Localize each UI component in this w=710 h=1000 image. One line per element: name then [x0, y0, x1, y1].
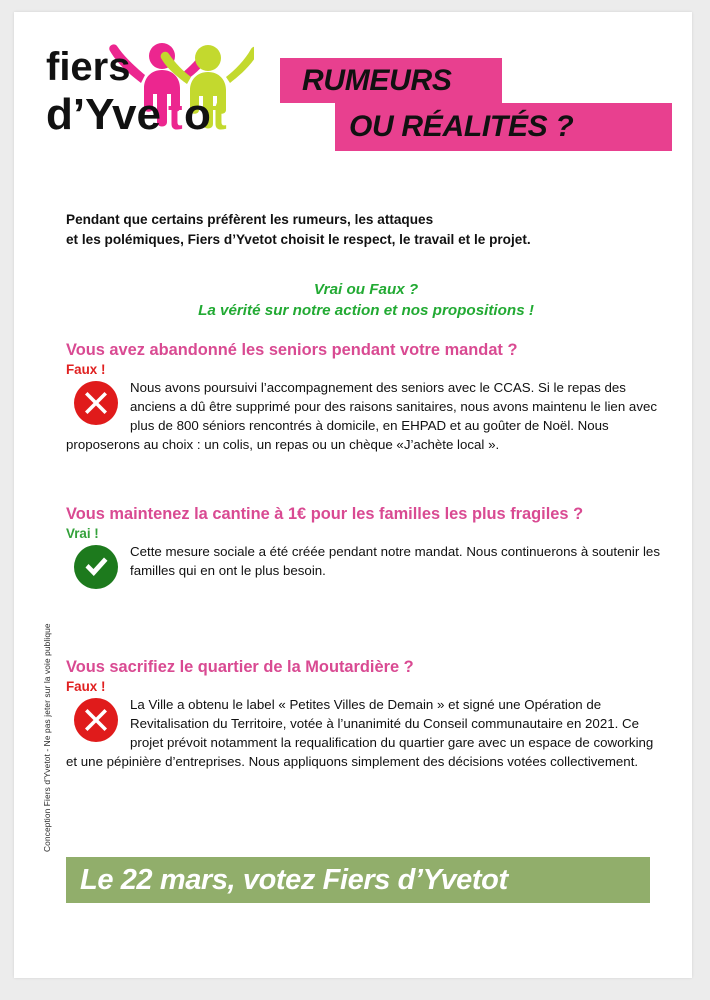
qa-question-2: Vous maintenez la cantine à 1€ pour les familles les plus fragiles ? — [66, 505, 584, 523]
qa-answer-2 — [66, 543, 666, 581]
green-check-icon — [74, 545, 118, 589]
headline-bar-realites — [335, 103, 672, 151]
headline-text-line2: OU RÉALITÉS ? — [349, 110, 574, 143]
qa-question-1: Vous avez abandonné les seniors pendant votre mandat ? — [66, 341, 518, 359]
qa-block-1 — [66, 340, 666, 455]
svg-text:t: t — [212, 90, 227, 139]
qa-verdict-3: Faux ! — [66, 679, 106, 694]
flyer-page — [14, 12, 692, 978]
fiers-dyvetot-logo — [44, 34, 254, 146]
qa-verdict-1: Faux ! — [66, 362, 106, 377]
tagline-block — [66, 280, 666, 322]
svg-text:d’Yve: d’Yve — [46, 90, 161, 139]
call-to-action-banner — [66, 857, 650, 903]
qa-answer-1-text: Nous avons poursuivi l’accompagnement des seniors avec le CCAS. Si le repas des anciens a dû être supprimé pour des raisons sanitaires, nous avons maintenu le lien avec plus de 800 séniors rencontrés à domicile, en EHPAD et au goûter de Noël. Nous proposerons au choix : un colis, un repas ou un chèque «J’achète local ». — [66, 380, 658, 452]
qa-answer-3-text: La Ville a obtenu le label « Petites Villes de Demain » et signé une Opération de Revitalisation du Territoire, votée à l’unanimité du Conseil communautaire en 2021. Ce projet prévoit notamment la requalification du quartier gare avec un espace de coworking et une pépinière d’entreprises. Nous appliquons simplement des décisions votées collectivement. — [66, 697, 654, 769]
intro-line-2: et les polémiques, Fiers d’Yvetot choisit le respect, le travail et le projet. — [66, 231, 531, 247]
headline-text-line1: RUMEURS — [302, 63, 452, 97]
qa-answer-2-text: Cette mesure sociale a été créée pendant notre mandat. Nous continuerons à soutenir les familles qui en ont le plus besoin. — [130, 544, 660, 578]
red-cross-icon — [74, 381, 118, 425]
svg-text:o: o — [184, 90, 211, 139]
legal-notice-vertical-text: Conception Fiers d’Yvetot - Ne pas jeter sur la voie publique — [42, 623, 52, 852]
intro-paragraph — [66, 210, 666, 249]
headline-block — [280, 40, 680, 170]
qa-answer-1 — [66, 379, 666, 455]
qa-verdict-2: Vrai ! — [66, 526, 99, 541]
call-to-action-text: Le 22 mars, votez Fiers d’Yvetot — [80, 863, 508, 896]
headline-bar-rumeurs — [280, 58, 502, 103]
svg-text:fiers: fiers — [46, 45, 131, 89]
tagline-line-2: La vérité sur notre action et nos propositions ! — [198, 301, 534, 319]
qa-answer-3 — [66, 696, 666, 772]
intro-line-1: Pendant que certains préfèrent les rumeurs, les attaques — [66, 212, 434, 227]
qa-block-2 — [66, 504, 666, 590]
qa-question-3: Vous sacrifiez le quartier de la Moutardière ? — [66, 658, 414, 676]
tagline-line-1: Vrai ou Faux ? — [313, 281, 419, 298]
svg-text:t: t — [168, 90, 183, 139]
red-cross-icon — [74, 698, 118, 742]
qa-block-3 — [66, 657, 666, 772]
flyer-header — [14, 12, 692, 182]
